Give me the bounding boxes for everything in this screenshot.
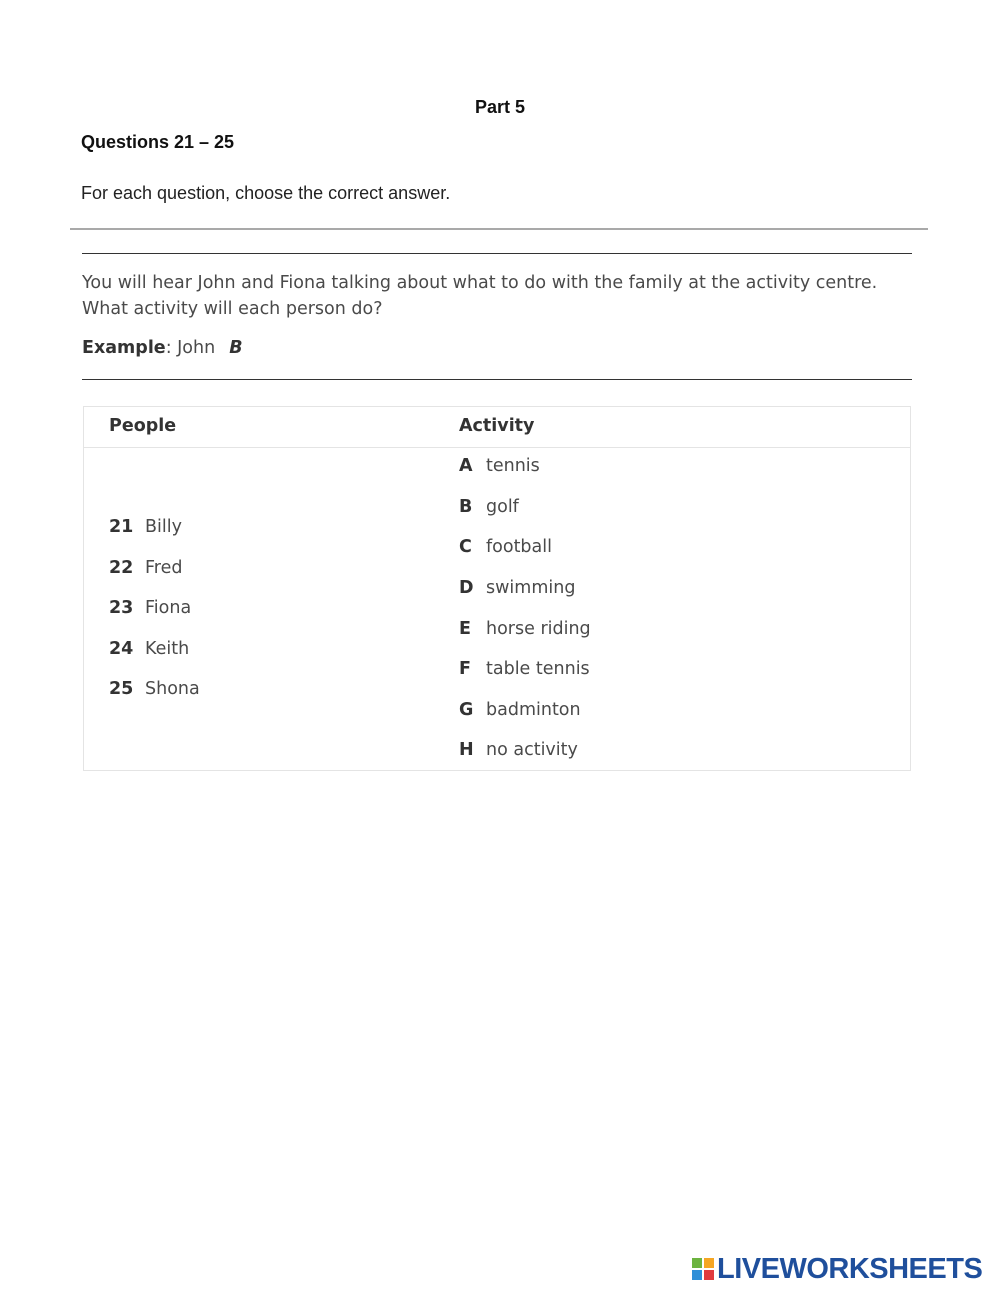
option-name: table tennis	[486, 659, 590, 679]
person-row	[109, 558, 182, 578]
logo-blocks-icon	[692, 1258, 714, 1280]
person-row	[109, 639, 189, 659]
activity-header: Activity	[459, 416, 535, 436]
people-header: People	[109, 416, 177, 436]
person-name: Billy	[145, 517, 182, 537]
intro-line-1: You will hear John and Fiona talking about what to do with the family at the activity centre.	[82, 273, 878, 293]
option-name: tennis	[486, 456, 540, 476]
question-number: 23	[109, 598, 134, 618]
matching-table	[83, 406, 911, 771]
person-name: Keith	[145, 639, 190, 659]
questions-title: Questions 21 – 25	[81, 132, 235, 152]
question-number: 22	[109, 558, 134, 578]
option-name: badminton	[486, 700, 581, 720]
option-name: football	[486, 537, 552, 557]
option-letter: E	[459, 619, 471, 639]
question-number: 21	[109, 517, 134, 537]
instructions-text: For each question, choose the correct answer.	[81, 183, 451, 203]
person-row	[109, 679, 200, 699]
option-letter: C	[459, 537, 472, 557]
option-name: no activity	[486, 740, 578, 760]
example-label: Example	[82, 338, 166, 358]
intro-top-rule	[82, 253, 912, 254]
option-letter: D	[459, 578, 474, 598]
intro-text	[82, 270, 912, 322]
option-name: horse riding	[486, 619, 591, 639]
activity-option	[459, 700, 581, 720]
part-title: Part 5	[474, 97, 526, 117]
option-name: golf	[486, 497, 519, 517]
activity-option	[459, 740, 578, 760]
question-number: 25	[109, 679, 134, 699]
intro-line-2: What activity will each person do?	[82, 299, 383, 319]
activity-option	[459, 659, 590, 679]
activity-option	[459, 497, 519, 517]
liveworksheets-logo	[692, 1254, 982, 1284]
example-answer: B	[229, 338, 243, 358]
activity-option	[459, 456, 540, 476]
logo-text: LIVEWORKSHEETS	[717, 1252, 983, 1285]
intro-bottom-rule	[82, 379, 912, 380]
activity-option	[459, 578, 575, 598]
activity-option	[459, 619, 591, 639]
example-line	[82, 338, 243, 358]
option-letter: G	[459, 700, 474, 720]
person-row	[109, 598, 191, 618]
person-name: Fiona	[145, 598, 192, 618]
section-divider	[70, 228, 928, 230]
option-letter: A	[459, 456, 473, 476]
option-letter: F	[459, 659, 471, 679]
option-name: swimming	[486, 578, 576, 598]
option-letter: B	[459, 497, 473, 517]
activity-option	[459, 537, 552, 557]
example-person: : John	[165, 338, 216, 358]
table-header-row	[84, 407, 910, 448]
question-number: 24	[109, 639, 134, 659]
person-row	[109, 517, 182, 537]
person-name: Shona	[145, 679, 200, 699]
person-name: Fred	[145, 558, 183, 578]
option-letter: H	[459, 740, 474, 760]
